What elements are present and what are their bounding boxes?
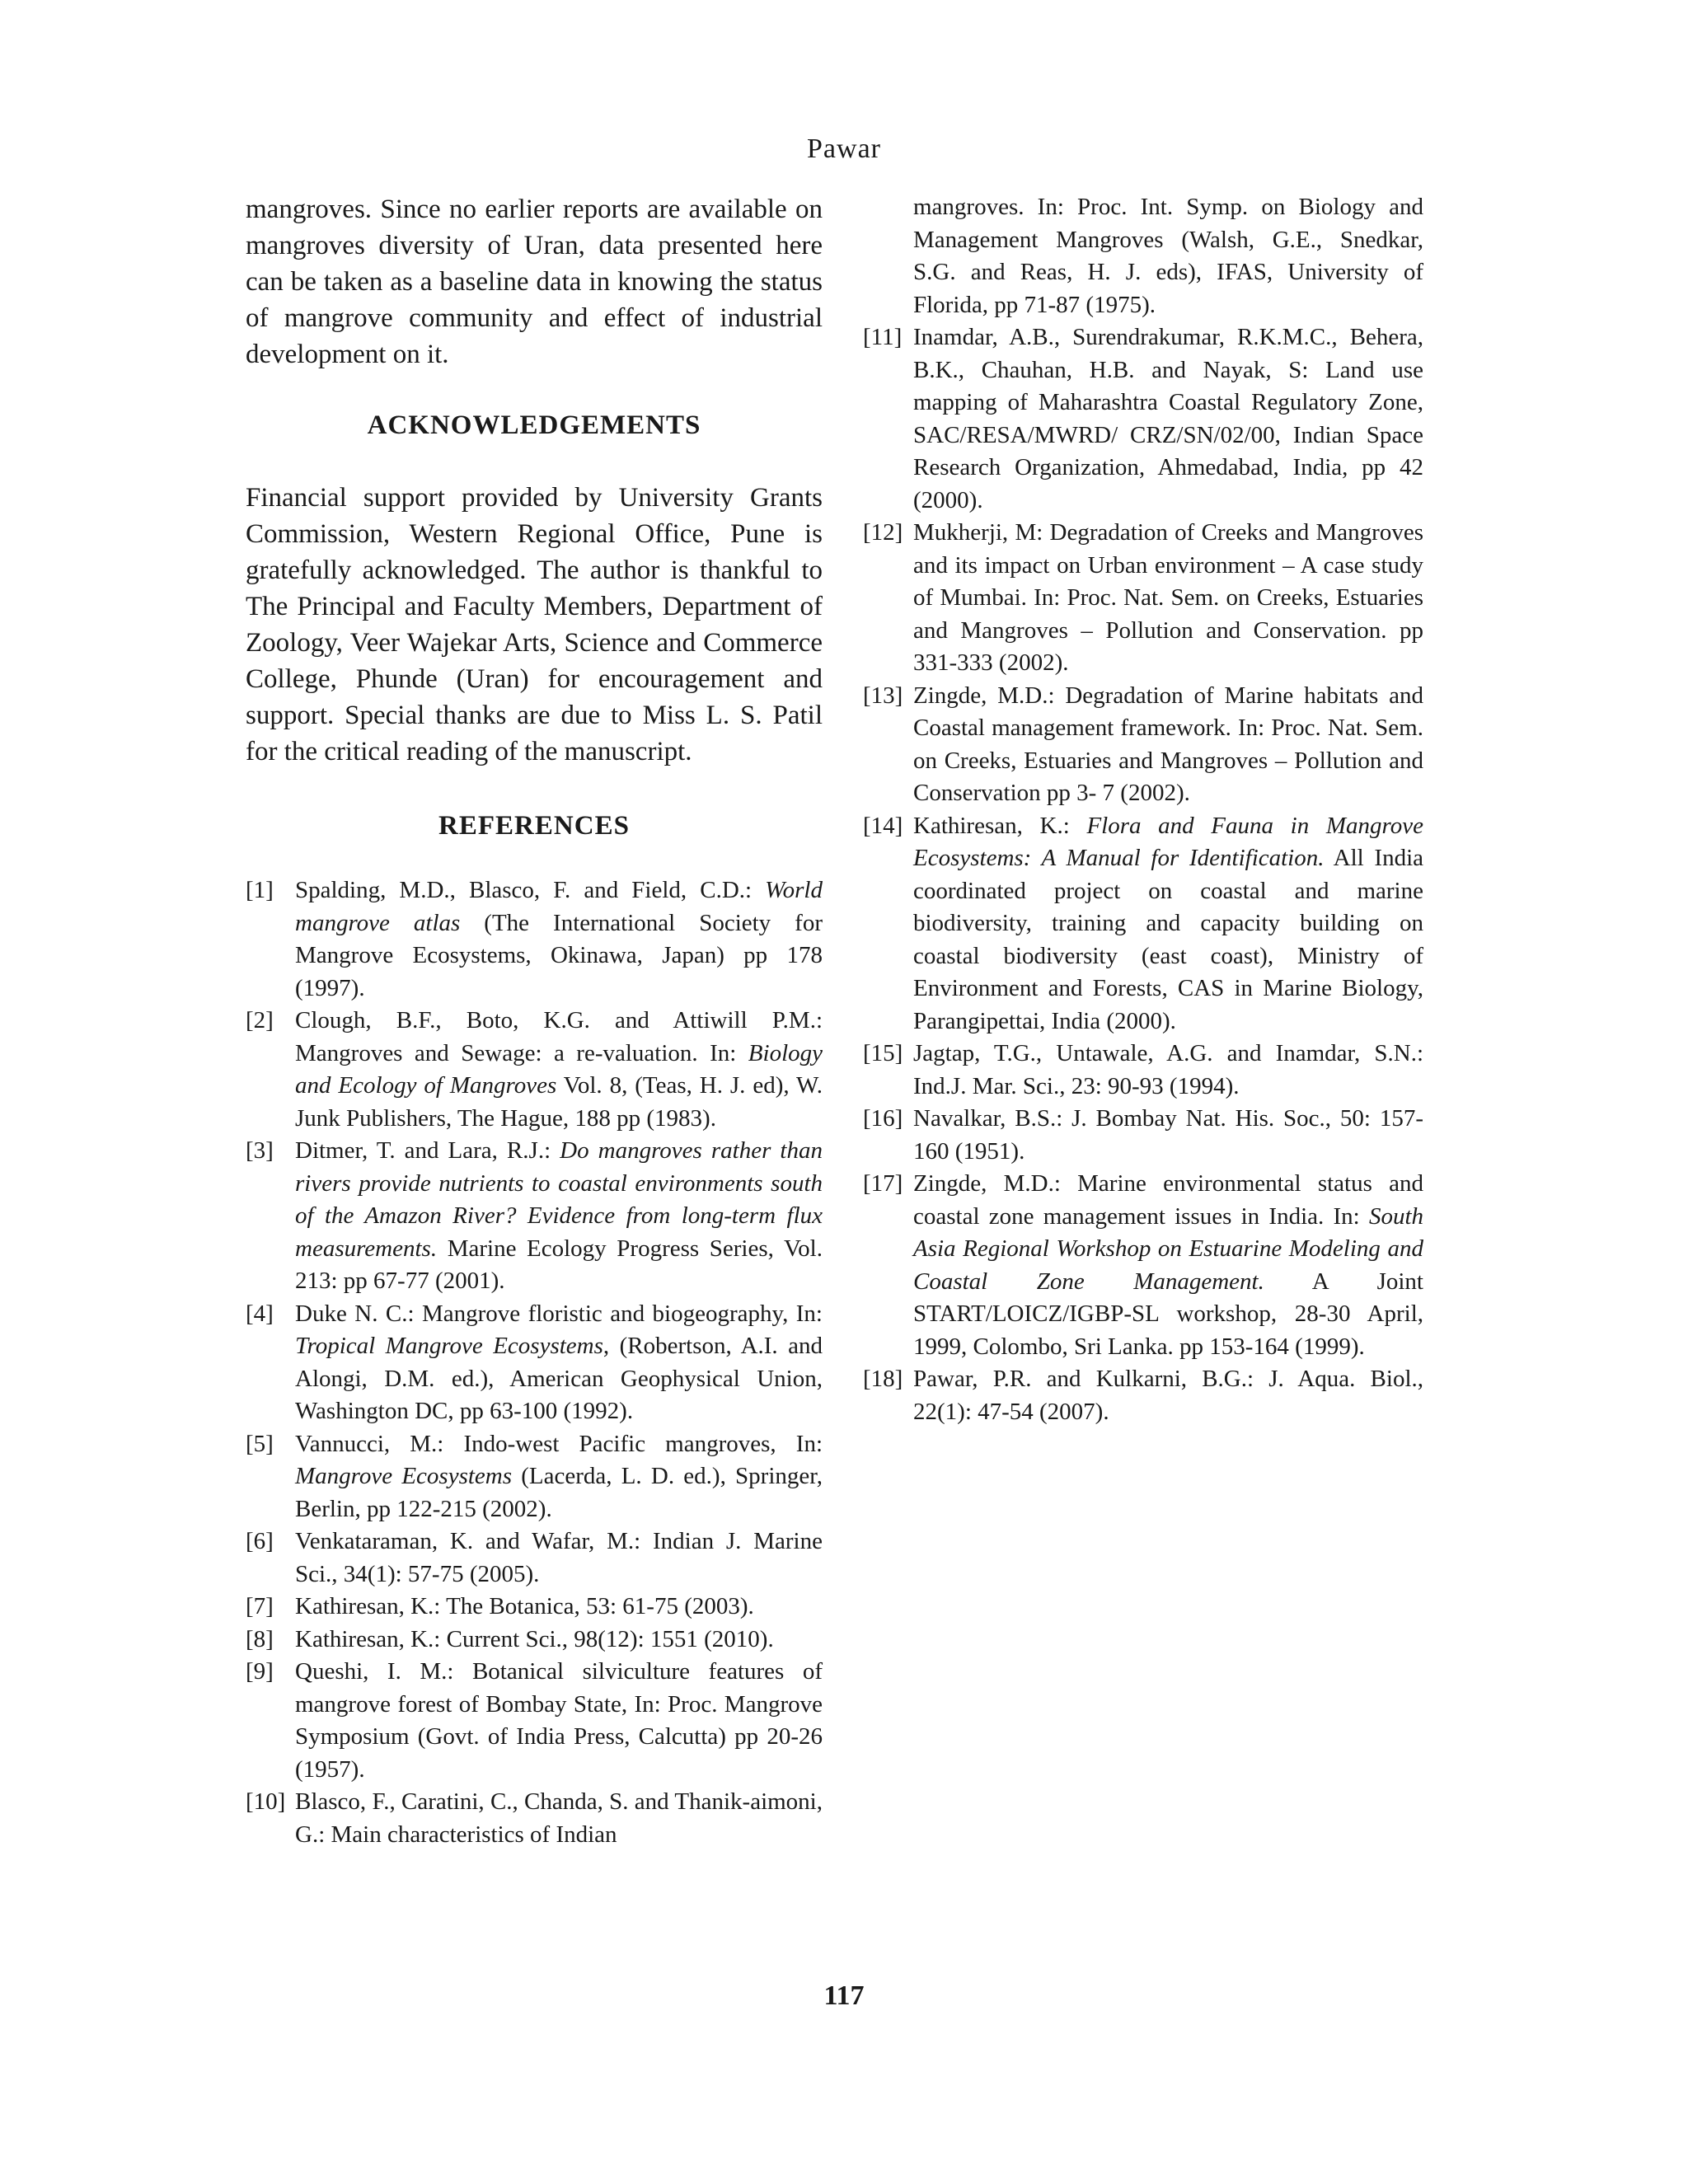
page-number: 117 bbox=[823, 1980, 865, 2011]
reference-number: [1] bbox=[246, 877, 274, 903]
reference-item: [11] Inamdar, A.B., Surendrakumar, R.K.M.C., Behera, B.K., Chauhan, H.B. and Nayak, S: Land use mapping of Maharashtra Coastal Regulatory Zone, SAC/RESA/MWRD/ CRZ/SN/02/00, Indian Space Research Organization, Ahmedabad, India, pp 42 (2000). bbox=[863, 321, 1423, 517]
reference-item-continued: mangroves. In: Proc. Int. Symp. on Biology and Management Mangroves (Walsh, G.E., Snedkar, S.G. and Reas, H. J. eds), IFAS, University of Florida, pp 71-87 (1975). bbox=[913, 194, 1423, 318]
reference-title: Mangrove Ecosystems bbox=[295, 1463, 513, 1489]
reference-title: Do mangroves rather than rivers provide nutrients to coastal environments south of the Amazon River? Evidence from long-term flux measurements. bbox=[295, 1137, 823, 1262]
reference-title: South Asia Regional Workshop on Estuarine Modeling and Coastal Zone Management. bbox=[913, 1202, 1423, 1295]
reference-title: Flora and Fauna in Mangrove Ecosystems: A Manual for Identification. bbox=[913, 812, 1423, 871]
reference-item: [10] Blasco, F., Caratini, C., Chanda, S. and Thanik-aimoni, G.: Main characteristics of Indian bbox=[246, 1786, 823, 1851]
reference-number: [18] bbox=[863, 1366, 903, 1392]
reference-item: [18] Pawar, P.R. and Kulkarni, B.G.: J. Aqua. Biol., 22(1): 47-54 (2007). bbox=[863, 1363, 1423, 1428]
reference-number: [9] bbox=[246, 1658, 274, 1685]
reference-item: [8] Kathiresan, K.: Current Sci., 98(12): 1551 (2010). bbox=[246, 1624, 823, 1657]
reference-item: [6] Venkataraman, K. and Wafar, M.: Indian J. Marine Sci., 34(1): 57-75 (2005). bbox=[246, 1526, 823, 1591]
acknowledgements-heading: ACKNOWLEDGEMENTS bbox=[367, 410, 701, 440]
reference-number: [15] bbox=[863, 1040, 903, 1066]
reference-item: [5] Vannucci, M.: Indo-west Pacific mangroves, In: Mangrove Ecosystems (Lacerda, L. D. ed.), Springer, Berlin, pp 122-215 (2002). bbox=[246, 1428, 823, 1526]
reference-item: [17] Zingde, M.D.: Marine environmental status and coastal zone management issues in India. In: South Asia Regional Workshop on Estuarine Modeling and Coastal Zone Management. A Joint START/LOICZ/IGBP-SL workshop, 28-30 April, 1999, Colombo, Sri Lanka. pp 153-164 (1999). bbox=[863, 1168, 1423, 1363]
references-heading: REFERENCES bbox=[438, 811, 630, 841]
intro-paragraph: mangroves. Since no earlier reports are available on mangroves diversity of Uran, data presented here can be taken as a baseline data in knowing the status of mangrove community and effect of industrial development on it. bbox=[246, 194, 823, 369]
reference-title: World mangrove atlas bbox=[295, 877, 823, 936]
acknowledgements-paragraph: Financial support provided by University Grants Commission, Western Regional Office, Pune is gratefully acknowledged. The author is thankful to The Principal and Faculty Members, Department of Zoology, Veer Wajekar Arts, Science and Commerce College, Phunde (Uran) for encouragement and support. Special thanks are due to Miss L. S. Patil for the critical reading of the manuscript. bbox=[246, 483, 823, 766]
reference-list-left bbox=[246, 874, 823, 1851]
reference-number: [11] bbox=[863, 324, 903, 350]
reference-number: [10] bbox=[246, 1788, 286, 1815]
reference-item: [2] Clough, B.F., Boto, K.G. and Attiwill P.M.: Mangroves and Sewage: a re-valuation. In: Biology and Ecology of Mangroves Vol. 8, (Teas, H. J. ed), W. Junk Publishers, The Hague, 188 pp (1983). bbox=[246, 1005, 823, 1135]
reference-item: [1] Spalding, M.D., Blasco, F. and Field, C.D.: World mangrove atlas (The International Society for Mangrove Ecosystems, Okinawa, Japan) pp 178 (1997). bbox=[246, 874, 823, 1005]
reference-number: [3] bbox=[246, 1137, 274, 1164]
reference-title: Tropical Mangrove Ecosystems bbox=[295, 1333, 603, 1359]
reference-number: [16] bbox=[863, 1105, 903, 1132]
reference-number: [4] bbox=[246, 1300, 274, 1327]
reference-item: [9] Queshi, I. M.: Botanical silviculture features of mangrove forest of Bombay State, In: Proc. Mangrove Symposium (Govt. of India Press, Calcutta) pp 20-26 (1957). bbox=[246, 1656, 823, 1786]
reference-number: [7] bbox=[246, 1593, 274, 1619]
reference-item: [14] Kathiresan, K.: Flora and Fauna in Mangrove Ecosystems: A Manual for Identification. All India coordinated project on coastal and marine biodiversity, training and capacity building on coastal biodiversity (east coast), Ministry of Environment and Forests, CAS in Marine Biology, Parangipettai, India (2000). bbox=[863, 810, 1423, 1038]
left-column bbox=[246, 191, 823, 1851]
reference-number: [2] bbox=[246, 1007, 274, 1033]
right-column bbox=[863, 191, 1423, 1428]
reference-item: [13] Zingde, M.D.: Degradation of Marine habitats and Coastal management framework. In: Proc. Nat. Sem. on Creeks, Estuaries and Mangroves – Pollution and Conservation pp 3- 7 (2002). bbox=[863, 680, 1423, 810]
reference-number: [12] bbox=[863, 519, 903, 546]
reference-number: [6] bbox=[246, 1528, 274, 1554]
reference-title: Biology and Ecology of Mangroves bbox=[295, 1039, 823, 1099]
reference-item: [12] Mukherji, M: Degradation of Creeks and Mangroves and its impact on Urban environment – A case study of Mumbai. In: Proc. Nat. Sem. on Creeks, Estuaries and Mangroves – Pollution and Conservation. pp 331-333 (2002). bbox=[863, 517, 1423, 680]
reference-item: [4] Duke N. C.: Mangrove floristic and biogeography, In: Tropical Mangrove Ecosystems, (Robertson, A.I. and Alongi, D.M. ed.), American Geophysical Union, Washington DC, pp 63-100 (1992). bbox=[246, 1298, 823, 1428]
running-head: Pawar bbox=[807, 134, 881, 164]
reference-item: [7] Kathiresan, K.: The Botanica, 53: 61-75 (2003). bbox=[246, 1591, 823, 1624]
reference-number: [14] bbox=[863, 812, 903, 839]
reference-item: [16] Navalkar, B.S.: J. Bombay Nat. His. Soc., 50: 157-160 (1951). bbox=[863, 1103, 1423, 1168]
reference-item: [15] Jagtap, T.G., Untawale, A.G. and Inamdar, S.N.: Ind.J. Mar. Sci., 23: 90-93 (1994). bbox=[863, 1038, 1423, 1103]
reference-list-right bbox=[863, 191, 1423, 1428]
reference-number: [13] bbox=[863, 682, 903, 709]
reference-item: [3] Ditmer, T. and Lara, R.J.: Do mangroves rather than rivers provide nutrients to coastal environments south of the Amazon River? Evidence from long-term flux measurements. Marine Ecology Progress Series, Vol. 213: pp 67-77 (2001). bbox=[246, 1135, 823, 1298]
reference-number: [8] bbox=[246, 1625, 274, 1652]
reference-number: [17] bbox=[863, 1170, 903, 1197]
reference-number: [5] bbox=[246, 1430, 274, 1457]
